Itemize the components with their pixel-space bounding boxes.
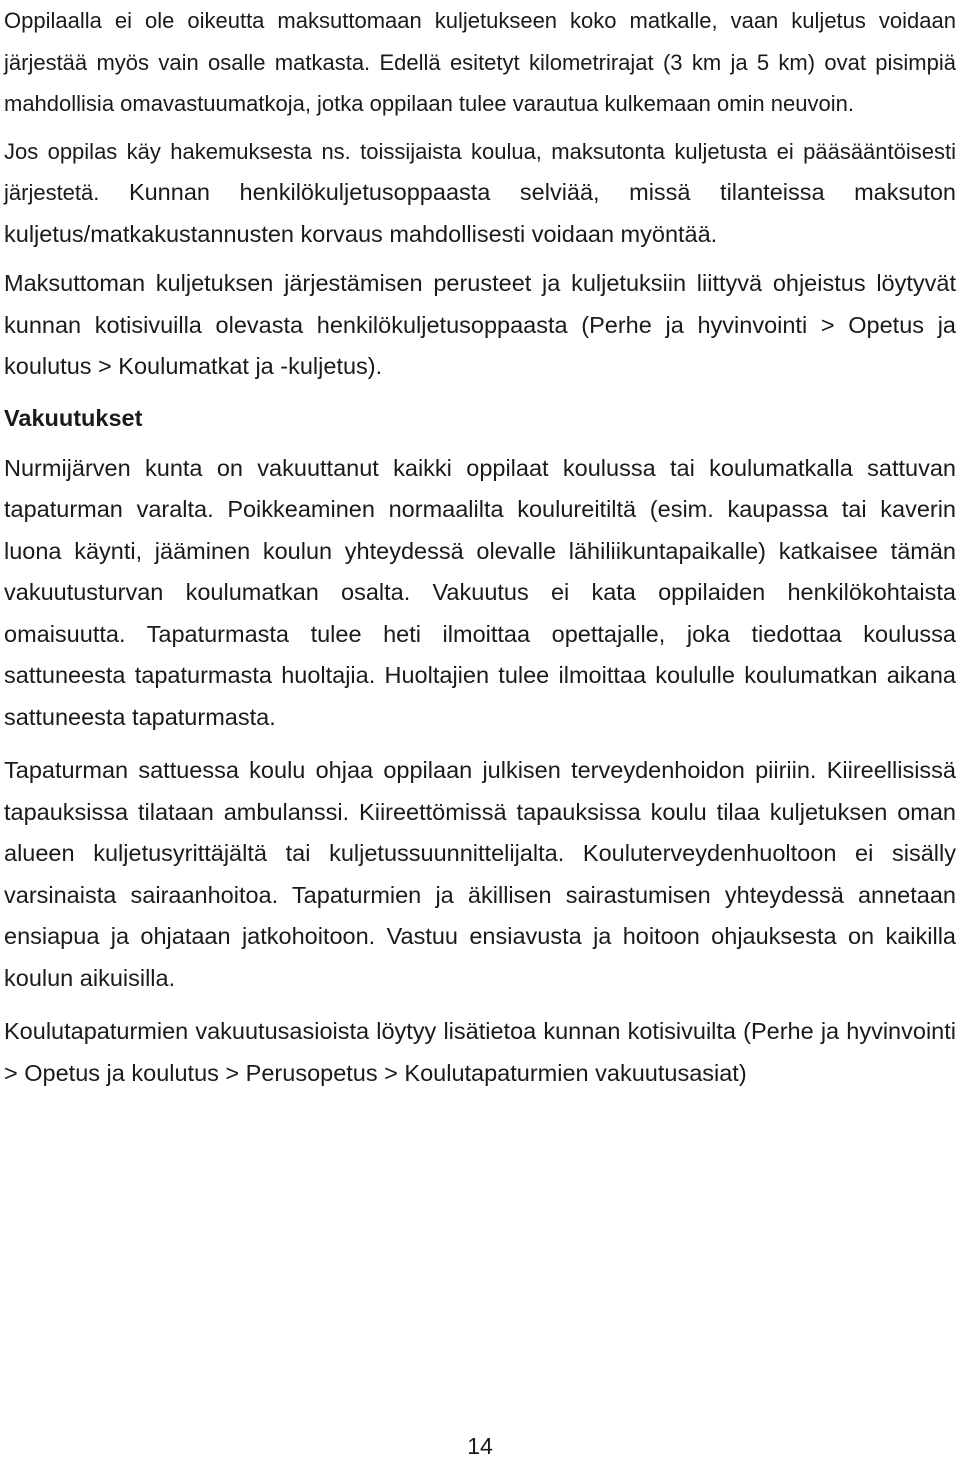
paragraph-secondary-school <box>4 131 956 256</box>
heading-insurance: Vakuutukset <box>4 404 143 431</box>
page-number: 14 <box>467 1433 493 1459</box>
paragraph-secondary-school-lead: Jos oppilas käy hakemuksesta ns. toissijaista koulua, maksutonta kuljetusta ei pääsääntöisesti järjestetä. <box>4 138 956 205</box>
paragraph-insurance: Nurmijärven kunta on vakuuttanut kaikki oppilaat koulussa tai koulumatkalla sattuvan tapaturman varalta. Poikkeaminen normaalilta koulureitiltä (esim. kaupassa tai kaverin luona käynti, jääminen koulun yhteydessä olevalle lähiliikuntapaikalle) katkaisee tämän vakuutusturvan koulumatkan osalta. Vakuutus ei kata oppilaiden henkilökohtaista omaisuutta. Tapaturmasta tulee heti ilmoittaa opettajalle, joka tiedottaa koulussa sattuneesta tapaturmasta huoltajia. Huoltajien tulee ilmoittaa koululle koulumatkan aikana sattuneesta tapaturmasta. <box>4 454 956 730</box>
paragraph-secondary-school-guide: Kunnan henkilökuljetusoppaasta selviää, missä tilanteissa maksuton kuljetus/matkakustannusten korvaus mahdollisesti voidaan myöntää. <box>4 179 956 247</box>
paragraph-accident-care: Tapaturman sattuessa koulu ohjaa oppilaan julkisen terveydenhoidon piiriin. Kiireellisissä tapauksissa tilataan ambulanssi. Kiireettömissä tapauksissa koulu tilaa kuljetuksen oman alueen kuljetusyrittäjältä tai kuljetussuunnittelijalta. Kouluterveydenhuoltoon ei sisälly varsinaista sairaanhoitoa. Tapaturmien ja äkillisen sairastumisen yhteydessä annetaan ensiapua ja ohjataan jatkohoitoon. Vastuu ensiavusta ja hoitoon ohjauksesta on kaikilla koulun aikuisilla. <box>4 757 956 991</box>
paragraph-insurance-info: Koulutapaturmien vakuutusasioista löytyy lisätietoa kunnan kotisivuilta (Perhe ja hyvinvointi > Opetus ja koulutus > Perusopetus > Koulutapaturmien vakuutusasiat) <box>4 1018 956 1086</box>
paragraph-transport-guide: Maksuttoman kuljetuksen järjestämisen perusteet ja kuljetuksiin liittyvä ohjeistus löytyvät kunnan kotisivuilla olevasta henkilökuljetusoppaasta (Perhe ja hyvinvointi > Opetus ja koulutus > Koulumatkat ja -kuljetus). <box>4 270 956 379</box>
paragraph-transport-limits: Oppilaalla ei ole oikeutta maksuttomaan kuljetukseen koko matkalle, vaan kuljetus voidaan järjestää myös vain osalle matkasta. Edellä esitetyt kilometrirajat (3 km ja 5 km) ovat pisimpiä mahdollisia omavastuumatkoja, jotka oppilaan tulee varautua kulkemaan omin neuvoin. <box>4 8 956 116</box>
document-page <box>4 0 956 1094</box>
